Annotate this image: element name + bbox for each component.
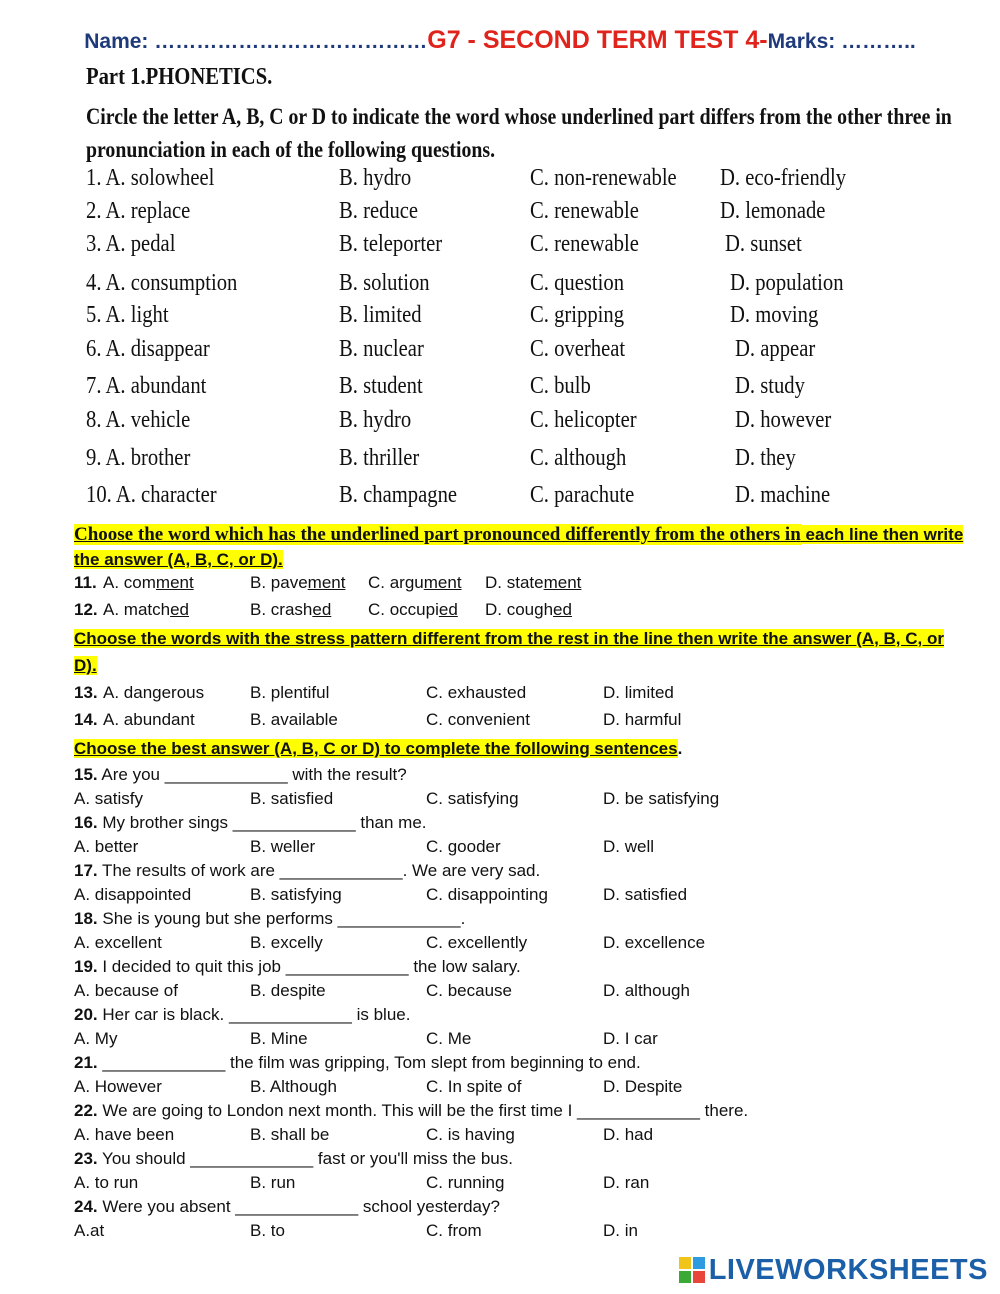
option-b: B. weller xyxy=(250,837,316,856)
option-c: C. because xyxy=(426,981,512,1000)
option-c: C. running xyxy=(426,1173,505,1192)
option-c: C. disappointing xyxy=(426,885,548,904)
option-c: C. exhausted xyxy=(426,683,527,702)
option-d: D. I car xyxy=(603,1029,658,1048)
option-b: B. available xyxy=(250,710,338,729)
option-d: D. harmful xyxy=(603,710,682,729)
question-22-stem: 22. We are going to London next month. This will be the first time I _____________ there. xyxy=(74,1101,749,1120)
option-d: D. excellence xyxy=(603,933,706,952)
question-15-stem: 15. Are you _____________ with the result? xyxy=(74,765,407,784)
part1-heading: Part 1.PHONETICS. xyxy=(86,64,273,90)
option-c: C. convenient xyxy=(426,710,530,729)
option-a: A. better xyxy=(74,837,139,856)
logo-text: LIVEWORKSHEETS xyxy=(708,1253,988,1286)
worksheet-header xyxy=(0,26,1000,55)
logo-block xyxy=(679,1257,691,1269)
option-a: 6. A. disappear xyxy=(86,336,210,362)
question-number: 12. xyxy=(74,600,98,619)
option-c: C. from xyxy=(426,1221,482,1240)
option-d: D. although xyxy=(603,981,690,1000)
question-number: 11. xyxy=(74,573,97,592)
option-c: C. excellently xyxy=(426,933,528,952)
option-a: A. to run xyxy=(74,1173,139,1192)
option-c: C. although xyxy=(530,445,627,471)
question-13: 13. xyxy=(74,683,98,702)
option-a: A. However xyxy=(74,1077,162,1096)
section2-instruction xyxy=(74,522,966,572)
option-b: B. thriller xyxy=(339,445,420,471)
question-11 xyxy=(74,573,97,593)
option-a: A. satisfy xyxy=(74,789,143,808)
option-a: A. because of xyxy=(74,981,178,1000)
question-19-stem: 19. I decided to quit this job _____________ the low salary. xyxy=(74,957,521,976)
logo-blocks-icon xyxy=(679,1257,705,1283)
option-d: D. Despite xyxy=(603,1077,683,1096)
option-d: D. lemonade xyxy=(720,198,826,224)
option-d: D. be satisfying xyxy=(603,789,720,808)
option-b: B. limited xyxy=(339,302,422,328)
option-d: D. coughed xyxy=(485,600,572,619)
option-b: B. satisfied xyxy=(250,789,334,808)
option-c: C. gripping xyxy=(530,302,625,328)
option-a: A.at xyxy=(74,1221,105,1240)
marks-label: Marks: ……….. xyxy=(767,30,916,53)
question-23-stem: 23. You should _____________ fast or you'll miss the bus. xyxy=(74,1149,513,1168)
option-d: D. eco-friendly xyxy=(720,165,847,191)
option-d: D. had xyxy=(603,1125,654,1144)
option-b: B. despite xyxy=(250,981,326,1000)
section2-instruction-tail: each line then write the answer (A, B, C, or D). xyxy=(74,525,964,569)
option-b: B. satisfying xyxy=(250,885,342,904)
option-a: A. matched xyxy=(103,600,190,619)
option-a: A. abundant xyxy=(103,710,195,729)
option-b: B. student xyxy=(339,373,423,399)
option-c: C. question xyxy=(530,270,625,296)
question-12 xyxy=(74,600,98,620)
liveworksheets-logo[interactable] xyxy=(679,1253,988,1287)
option-d: D. they xyxy=(735,445,796,471)
option-d: D. well xyxy=(603,837,655,856)
name-label: Name: ………………………………… xyxy=(84,30,428,53)
option-b: B. to xyxy=(250,1221,285,1240)
option-a: A. comment xyxy=(103,573,194,592)
option-c: C. is having xyxy=(426,1125,515,1144)
option-c: C. renewable xyxy=(530,231,639,257)
option-c: C. overheat xyxy=(530,336,626,362)
option-c: C. occupied xyxy=(368,600,458,619)
option-c: C. renewable xyxy=(530,198,639,224)
option-a: 4. A. consumption xyxy=(86,270,238,296)
option-d: D. however xyxy=(735,407,832,433)
option-c: C. satisfying xyxy=(426,789,519,808)
option-c: C. non-renewable xyxy=(530,165,677,191)
option-c: C. argument xyxy=(368,573,462,592)
logo-block xyxy=(679,1271,691,1283)
option-b: B. solution xyxy=(339,270,430,296)
question-16-stem: 16. My brother sings _____________ than me. xyxy=(74,813,427,832)
option-b: B. Although xyxy=(250,1077,337,1096)
question-21-stem: 21. _____________ the film was gripping, Tom slept from beginning to end. xyxy=(74,1053,641,1072)
question-20-stem: 20. Her car is black. _____________ is blue. xyxy=(74,1005,411,1024)
option-d: D. ran xyxy=(603,1173,650,1192)
option-b: B. shall be xyxy=(250,1125,330,1144)
option-c: C. parachute xyxy=(530,482,635,508)
option-a: 9. A. brother xyxy=(86,445,191,471)
option-d: D. machine xyxy=(735,482,831,508)
option-a: 3. A. pedal xyxy=(86,231,176,257)
option-c: C. helicopter xyxy=(530,407,637,433)
part1-instruction: Circle the letter A, B, C or D to indicate the word whose underlined part differs from the other three in pronunciation in each of the following questions. xyxy=(86,104,952,162)
option-c: C. In spite of xyxy=(426,1077,522,1096)
option-a: 2. A. replace xyxy=(86,198,191,224)
option-b: B. teleporter xyxy=(339,231,443,257)
question-17-stem: 17. The results of work are _____________. We are very sad. xyxy=(74,861,541,880)
option-c: C. Me xyxy=(426,1029,472,1048)
option-a: A. disappointed xyxy=(74,885,192,904)
option-a: A. excellent xyxy=(74,933,162,952)
option-b: B. hydro xyxy=(339,165,412,191)
option-b: B. plentiful xyxy=(250,683,330,702)
option-b: B. Mine xyxy=(250,1029,308,1048)
option-d: D. limited xyxy=(603,683,674,702)
question-14: 14. xyxy=(74,710,98,729)
option-b: B. crashed xyxy=(250,600,332,619)
option-a: A. dangerous xyxy=(103,683,205,702)
option-b: B. run xyxy=(250,1173,296,1192)
option-a: 7. A. abundant xyxy=(86,373,207,399)
test-title: G7 - SECOND TERM TEST 4- xyxy=(427,26,768,54)
option-d: D. appear xyxy=(735,336,816,362)
logo-block xyxy=(693,1257,705,1269)
option-a: A. My xyxy=(74,1029,118,1048)
option-d: D. statement xyxy=(485,573,582,592)
section3-instruction: Choose the words with the stress pattern different from the rest in the line then write the answer (A, B, C, or D). xyxy=(74,629,944,675)
option-c: C. bulb xyxy=(530,373,591,399)
option-a: 5. A. light xyxy=(86,302,169,328)
option-b: B. hydro xyxy=(339,407,412,433)
option-b: B. excelly xyxy=(250,933,323,952)
question-24-stem: 24. Were you absent _____________ school yesterday? xyxy=(74,1197,500,1216)
option-b: B. reduce xyxy=(339,198,419,224)
option-a: A. have been xyxy=(74,1125,175,1144)
option-d: D. satisfied xyxy=(603,885,688,904)
option-b: B. pavement xyxy=(250,573,346,592)
option-d: D. in xyxy=(603,1221,638,1240)
section2-instruction-main: Choose the word which has the underlined part pronounced differently from the others in xyxy=(74,524,801,545)
option-d: D. study xyxy=(735,373,805,399)
option-d: D. sunset xyxy=(725,231,802,257)
option-b: B. nuclear xyxy=(339,336,424,362)
option-d: D. moving xyxy=(730,302,819,328)
section4-instruction: Choose the best answer (A, B, C or D) to complete the following sentences. xyxy=(74,739,683,758)
option-a: 10. A. character xyxy=(86,482,217,508)
option-a: 1. A. solowheel xyxy=(86,165,215,191)
option-d: D. population xyxy=(730,270,844,296)
option-c: C. gooder xyxy=(426,837,501,856)
option-a: 8. A. vehicle xyxy=(86,407,191,433)
logo-block xyxy=(693,1271,705,1283)
option-b: B. champagne xyxy=(339,482,458,508)
question-18-stem: 18. She is young but she performs _____________. xyxy=(74,909,466,928)
